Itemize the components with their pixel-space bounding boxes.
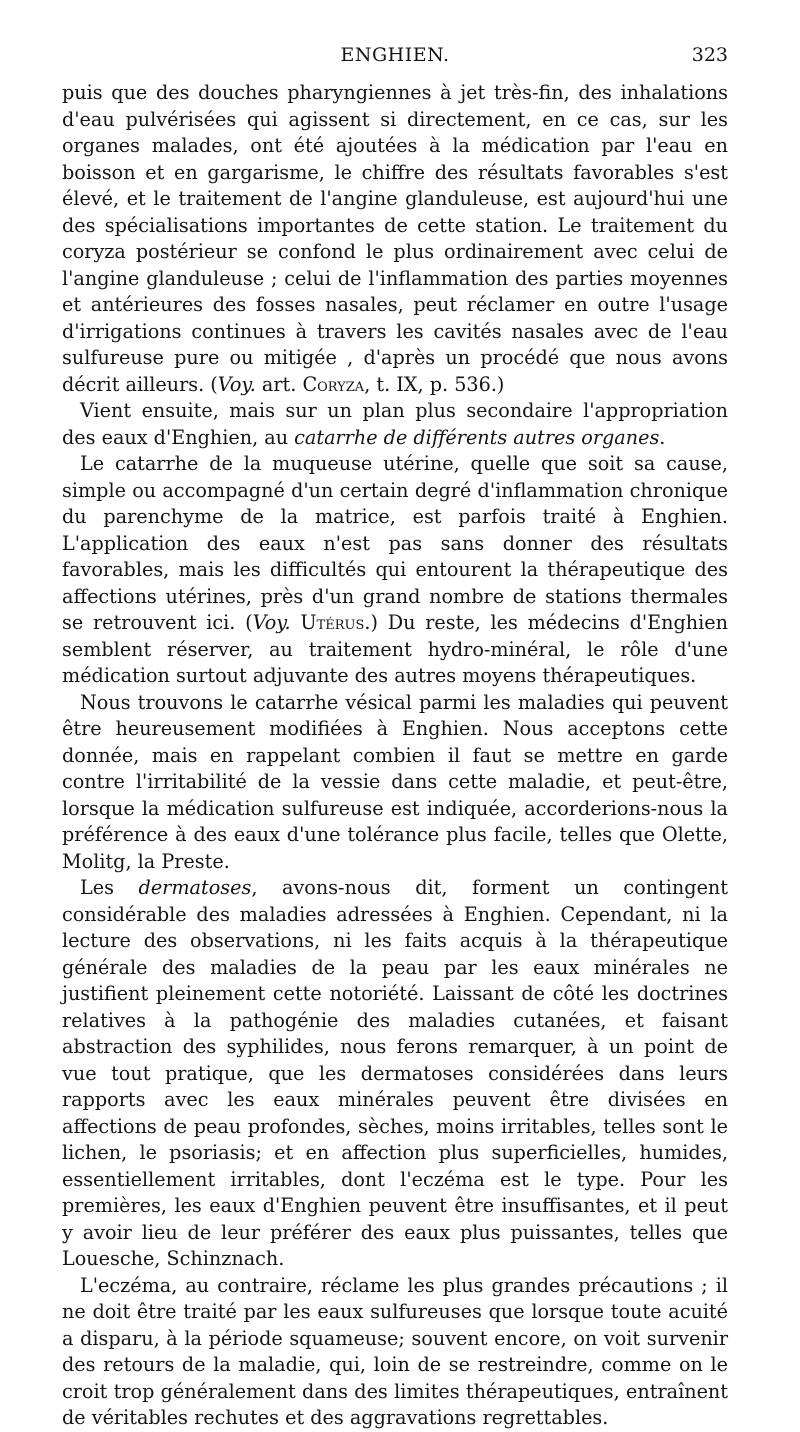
paragraph-5 xyxy=(62,875,728,1273)
paragraph-3 xyxy=(62,451,728,690)
text-run: Le catarrhe de la muqueuse utérine, quelle que soit sa cause, simple ou accompagné d'un certain degré d'inflammation chronique du parenchyme de la matrice, est parfois traité à Enghien. L'application des eaux n'est pas sans donner des résultats favorables, mais les difficultés qui entourent la thérapeutique des affections utérines, près d'un grand nombre de stations thermales se retrouvent ici. ( xyxy=(62,452,728,634)
text-run xyxy=(291,611,301,634)
text-run: . xyxy=(659,425,666,449)
running-title: ENGHIEN. xyxy=(340,44,450,66)
paragraph-4 xyxy=(62,690,728,876)
text-run: L'eczéma, au contraire, réclame les plus grandes précautions ; il ne doit être traité par les eaux sulfureuses que lorsque toute acuité a disparu, à la période squameuse; souvent encore, on voit survenir des retours de la maladie, qui, loin de se restreindre, comme on le croit trop généralement dans des limites thérapeutiques, entraînent de véritables rechutes et des aggravations regrettables. xyxy=(62,1273,728,1429)
text-run: Nous trouvons le catarrhe vésical parmi les maladies qui peuvent être heureusement modifiées à Enghien. Nous acceptons cette donnée, mais en rappelant combien il faut se mettre en garde contre l'irritabilité de la vessie dans cette maladie, et peut-être, lorsque la médication sulfureuse est indiquée, accorderions-nous la préférence à des eaux d'une tolérance plus facile, telles que Olette, Molitg, la Preste. xyxy=(62,690,728,873)
italic-run: Voy. xyxy=(252,611,291,634)
page-header xyxy=(62,44,728,72)
text-run: art. xyxy=(255,372,303,396)
body-text xyxy=(62,80,728,1432)
text-run: .) Du reste, les médecins d'Enghien semblent réserver, au traitement hydro-minéral, le rôle d'une médication surtout adjuvante des autres moyens thérapeutiques. xyxy=(62,611,729,687)
page-number: 323 xyxy=(691,44,728,66)
italic-run: dermatoses xyxy=(138,876,252,899)
paragraph-2 xyxy=(62,398,728,451)
italic-run: Voy. xyxy=(217,372,256,396)
small-caps-run: Utérus xyxy=(300,611,365,634)
small-caps-run: Coryza xyxy=(302,372,365,396)
paragraph-1 xyxy=(62,80,728,398)
text-run: , t. IX, p. 536.) xyxy=(364,372,505,396)
text-run: , avons-nous dit, forment un contingent considérable des maladies adressées à Enghien. Cependant, ni la lecture des observations, ni les faits acquis à la thérapeutique générale des maladies de la peau par les eaux minérales ne justifient pleinement cette notoriété. Laissant de côté les doctrines relatives à la pathogénie des maladies cutanées, et faisant abstraction des syphilides, nous ferons remarquer, à un point de vue tout pratique, que les dermatoses considérées dans leurs rapports avec les eaux minérales peuvent être divisées en affections de peau profondes, sèches, moins irritables, telles sont le lichen, le psoriasis; et en affection plus superficielles, humides, essentiellement irritables, dont l'eczéma est le type. Pour les premières, les eaux d'Enghien peuvent être insuffisantes, et il peut y avoir lieu de leur préférer des eaux plus puissantes, telles que Louesche, Schinznach. xyxy=(62,876,728,1270)
italic-run: catarrhe de différents autres organes xyxy=(294,425,660,449)
text-run: Les xyxy=(80,876,139,899)
text-run: puis que des douches pharyngiennes à jet très-fin, des inhalations d'eau pulvérisées qui agissent si directement, en ce cas, sur les organes malades, ont été ajoutées à la médication par l'eau en boisson et en gargarisme, le chiffre des résultats favorables s'est élevé, et le traitement de l'angine glanduleuse, est aujourd'hui une des spécialisations importantes de cette station. Le traitement du coryza postérieur se confond le plus ordinairement avec celui de l'angine glanduleuse ; celui de l'inflammation des parties moyennes et antérieures des fosses nasales, peut réclamer en outre l'usage d'irrigations continues à travers les cavités nasales avec de l'eau sulfureuse pure ou mitigée , d'après un procédé que nous avons décrit ailleurs. ( xyxy=(62,81,728,396)
paragraph-6 xyxy=(62,1273,728,1432)
text-run: Vient ensuite, mais sur un plan plus secondaire l'appropriation des eaux d'Enghien, au xyxy=(62,399,728,449)
